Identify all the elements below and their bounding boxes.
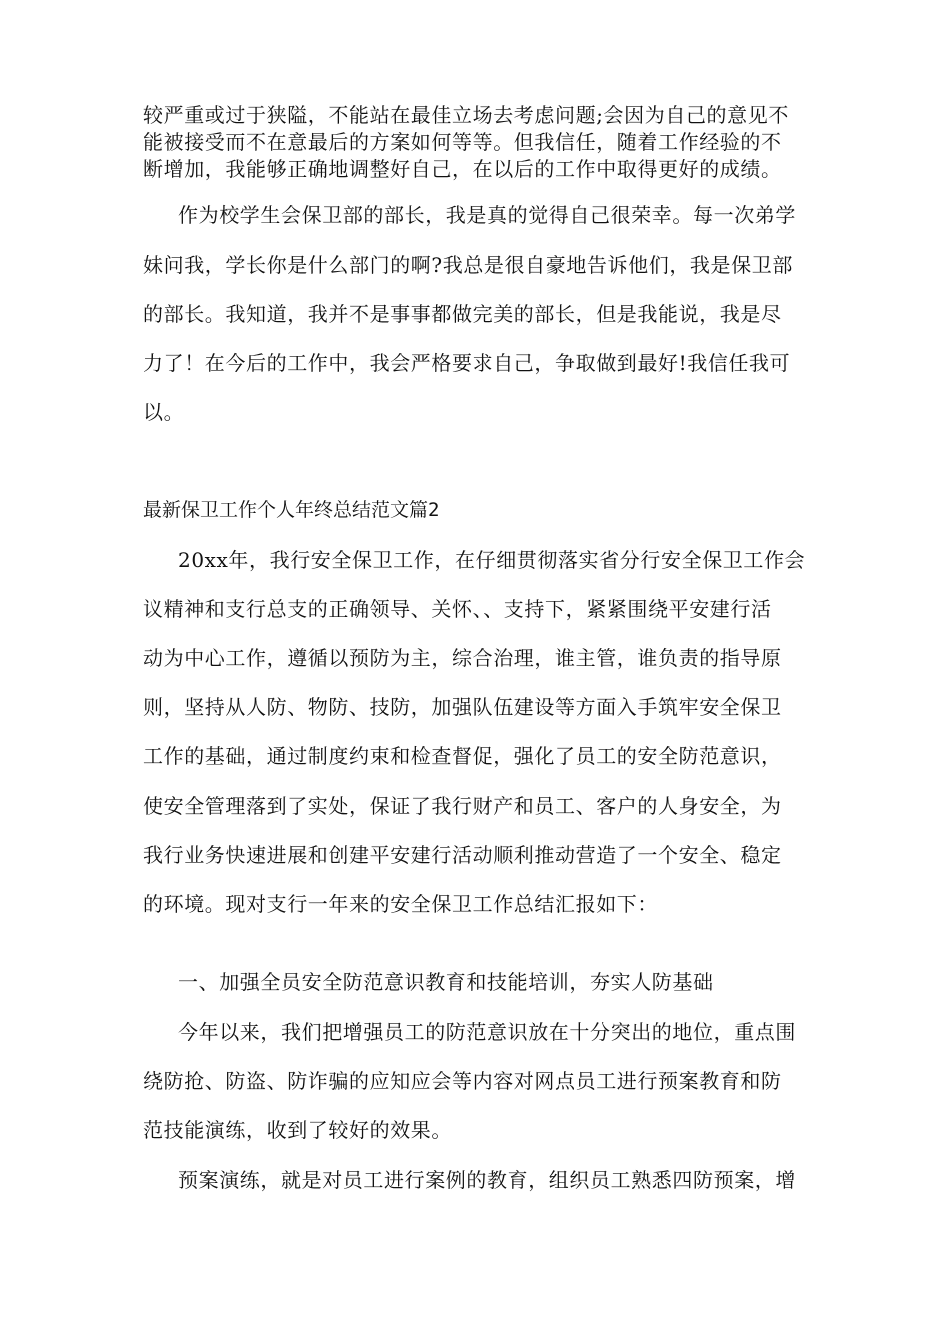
paragraph-first-line: 作为校学生会保卫部的部长，我是真的觉得自己很荣幸。每一次弟学 [178,203,796,227]
section-heading: 一、加强全员安全防范意识教育和技能培训，夯实人防基础 [178,970,714,994]
text-line: 的环境。现对支行一年来的安全保卫工作总结汇报如下： [143,892,658,916]
text-line: 力了！在今后的工作中，我会严格要求自己，争取做到最好!我信任我可 [143,351,791,375]
text-line: 范技能演练，收到了较好的效果。 [143,1118,452,1142]
text-line: 动为中心工作，遵循以预防为主，综合治理，谁主管，谁负责的指导原 [143,646,782,670]
paragraph-first-line: 20xx年，我行安全保卫工作，在仔细贯彻落实省分行安全保卫工作会 [178,548,806,572]
text-line: 则，坚持从人防、物防、技防，加强队伍建设等方面入手筑牢安全保卫 [143,695,782,719]
text-line: 使安全管理落到了实处，保证了我行财产和员工、客户的人身安全，为 [143,794,782,818]
paragraph-first-line: 今年以来，我们把增强员工的防范意识放在十分突出的地位，重点围 [178,1020,796,1044]
text-line: 的部长。我知道，我并不是事事都做完美的部长，但是我能说，我是尽 [143,302,782,326]
text-line: 能被接受而不在意最后的方案如何等等。但我信任，随着工作经验的不 [143,130,782,154]
text-line: 议精神和支行总支的正确领导、关怀、、支持下，紧紧围绕平安建行活 [143,597,772,621]
text-line: 工作的基础，通过制度约束和检查督促，强化了员工的安全防范意识， [143,744,782,768]
paragraph-first-line: 预案演练，就是对员工进行案例的教育，组织员工熟悉四防预案，增 [178,1168,796,1192]
text-line: 绕防抢、防盗、防诈骗的应知应会等内容对网点员工进行预案教育和防 [143,1069,782,1093]
text-line: 较严重或过于狭隘，不能站在最佳立场去考虑问题;会因为自己的意见不 [143,103,789,127]
text-line: 我行业务快速进展和创建平安建行活动顺利推动营造了一个安全、稳定 [143,843,782,867]
text-line: 断增加，我能够正确地调整好自己，在以后的工作中取得更好的成绩。 [143,157,782,181]
text-line: 以。 [143,400,185,424]
section-title: 最新保卫工作个人年终总结范文篇2 [143,499,440,521]
text-line: 妹问我，学长你是什么部门的啊?我总是很自豪地告诉他们，我是保卫部 [143,253,793,277]
